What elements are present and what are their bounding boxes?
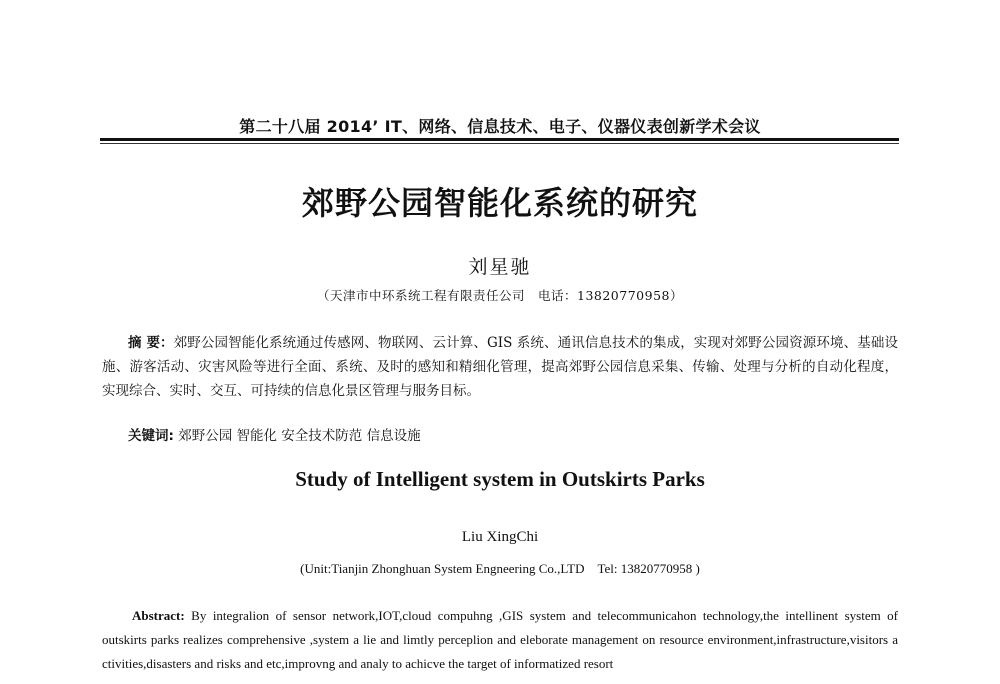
english-author: Liu XingChi — [461, 529, 539, 545]
english-title: Study of Intelligent system in Outskirts Parks — [295, 467, 705, 491]
chinese-abstract — [102, 331, 898, 403]
chinese-affiliation: （天津市中环系统工程有限责任公司 电话：13820770958） — [317, 288, 683, 303]
english-affiliation: (Unit:Tianjin Zhonghuan System Engneering Co.,LTD Tel: 13820770958 ) — [300, 561, 700, 576]
chinese-keywords-label: 关键词: — [128, 428, 174, 444]
chinese-keywords-text: 郊野公园 智能化 安全技术防范 信息设施 — [173, 428, 421, 444]
header-rule-thin — [100, 143, 899, 144]
chinese-title: 郊野公园智能化系统的研究 — [301, 184, 698, 222]
conference-header: 第二十八届 2014’ IT、网络、信息技术、电子、仪器仪表创新学术会议 — [239, 117, 761, 136]
english-abstract — [102, 604, 898, 676]
english-abstract-label: Abstract: — [132, 608, 185, 623]
chinese-keywords — [128, 426, 898, 446]
chinese-author: 刘星驰 — [468, 256, 532, 278]
chinese-abstract-text: 郊野公园智能化系统通过传感网、物联网、云计算、GIS 系统、通讯信息技术的集成，实现对郊野公园资源环境、基础设施、游客活动、灾害风险等进行全面、系统、及时的感知和精细化管理，提高郊野公园信息采集、传输、处理与分析的自动化程度，实现综合、实时、交互、可持续的信息化景区管理与服务目标。 — [102, 335, 899, 399]
chinese-abstract-label: 摘 要： — [128, 335, 174, 351]
english-abstract-text: By integralion of sensor network,IOT,cloud compuhng ,GIS system and telecommunicahon technology,the intellinent system of outskirts parks realizes comprehensive ,system a lie and limtly perceplion and eleborate management on resource environment,infrastructure,visitors a ctivities,disasters and risks and etc,improvng and analy to achicve the target of informatized resort — [102, 608, 898, 671]
header-rule-thick — [100, 138, 899, 141]
